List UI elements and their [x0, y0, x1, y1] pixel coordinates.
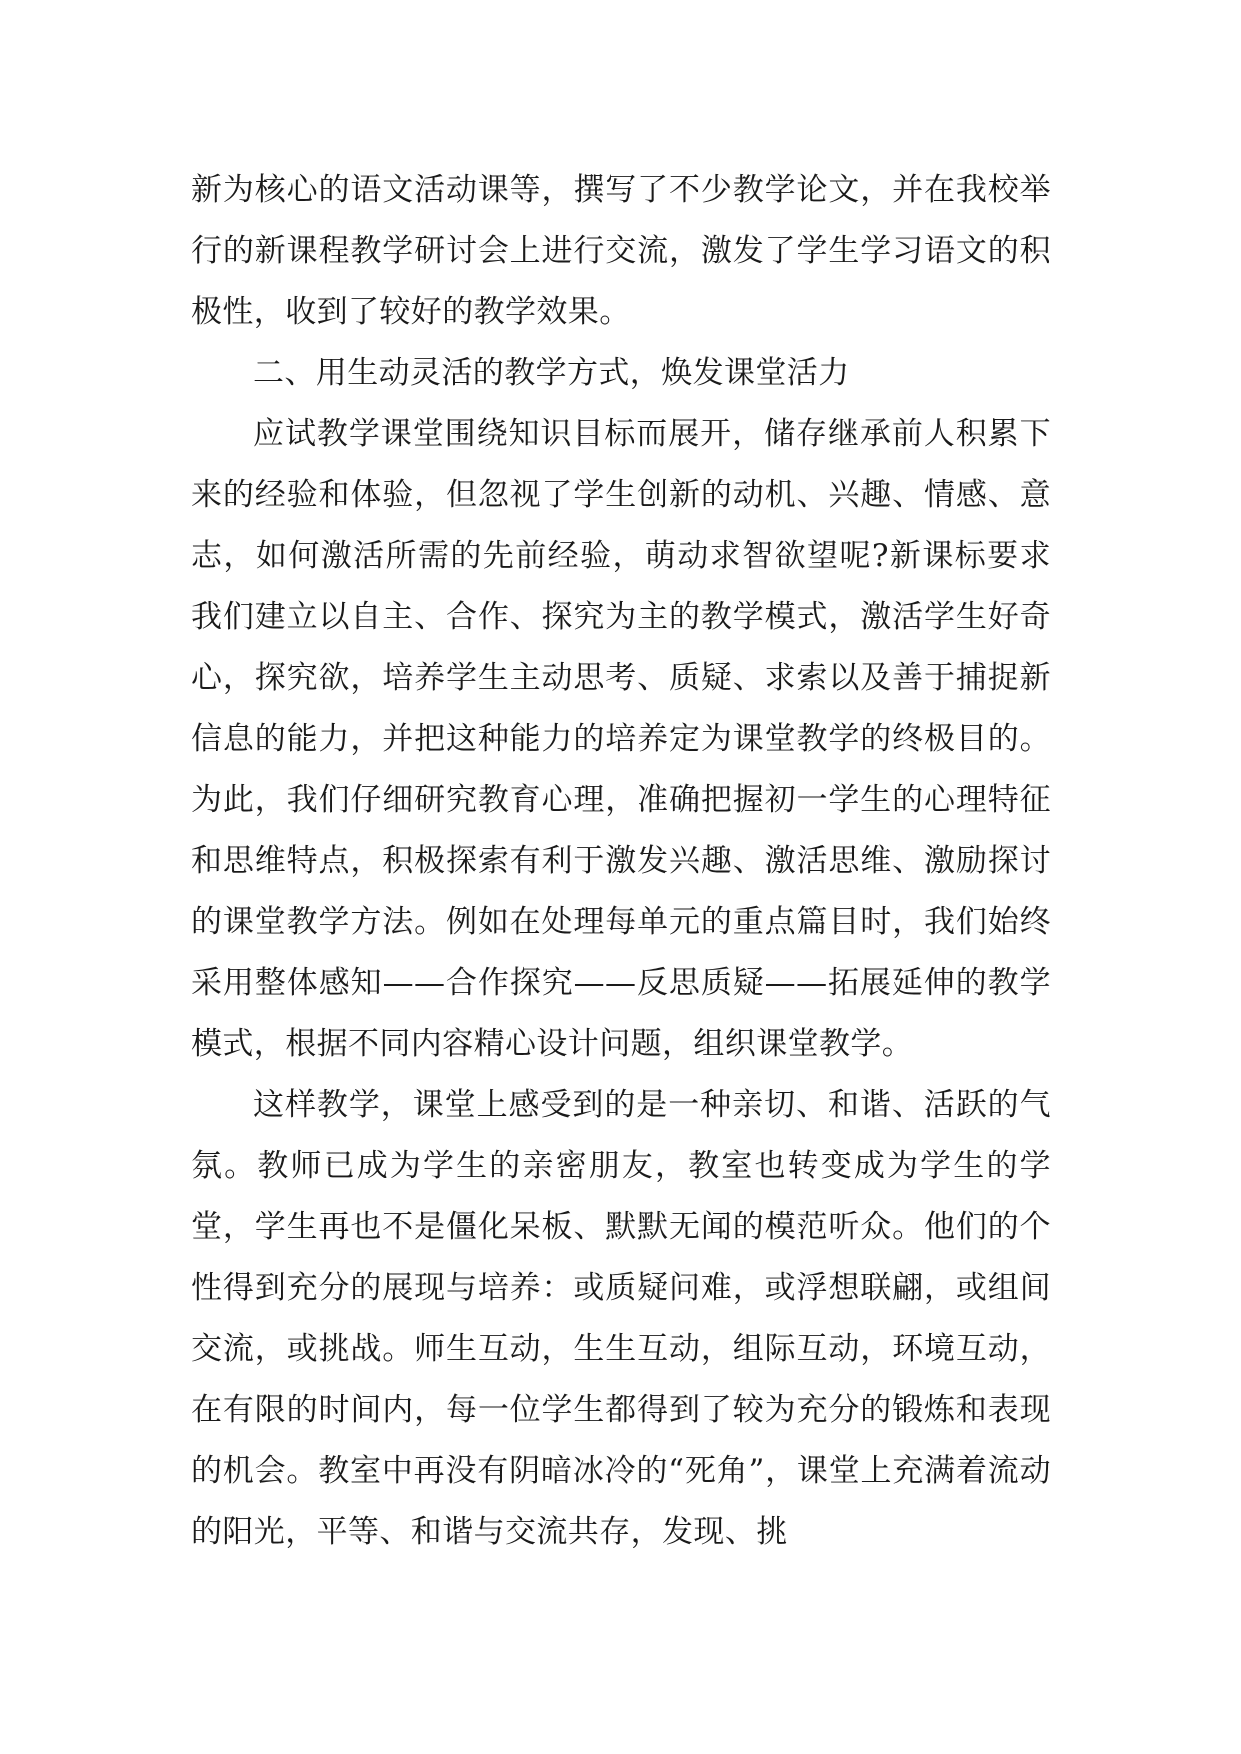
- paragraph-teaching-method: 应试教学课堂围绕知识目标而展开，储存继承前人积累下来的经验和体验，但忽视了学生创新的动机、兴趣、情感、意志，如何激活所需的先前经验，萌动求智欲望呢?新课标要求我们建立以自主、合作、探究为主的教学模式，激活学生好奇心，探究欲，培养学生主动思考、质疑、求索以及善于捕捉新信息的能力，并把这种能力的培养定为课堂教学的终极目的。为此，我们仔细研究教育心理，准确把握初一学生的心理特征和思维特点，积极探索有利于激发兴趣、激活思维、激励探讨的课堂教学方法。例如在处理每单元的重点篇目时，我们始终采用整体感知——合作探究——反思质疑——拓展延伸的教学模式，根据不同内容精心设计问题，组织课堂教学。: [191, 416, 1051, 1062]
- paragraph-continuation: 新为核心的语文活动课等，撰写了不少教学论文，并在我校举行的新课程教学研讨会上进行交流，激发了学生学习语文的积极性，收到了较好的教学效果。: [191, 172, 1051, 330]
- section-heading: 二、用生动灵活的教学方式，焕发课堂活力: [253, 355, 850, 391]
- paragraph-classroom-atmosphere: 这样教学，课堂上感受到的是一种亲切、和谐、活跃的气氛。教师已成为学生的亲密朋友，教室也转变成为学生的学堂，学生再也不是僵化呆板、默默无闻的模范听众。他们的个性得到充分的展现与培养：或质疑问难，或浮想联翩，或组间交流，或挑战。师生互动，生生互动，组际互动，环境互动，在有限的时间内，每一位学生都得到了较为充分的锻炼和表现的机会。教室中再没有阴暗冰冷的“死角”，课堂上充满着流动的阳光，平等、和谐与交流共存，发现、挑: [191, 1087, 1051, 1550]
- document-body: [191, 160, 1051, 1563]
